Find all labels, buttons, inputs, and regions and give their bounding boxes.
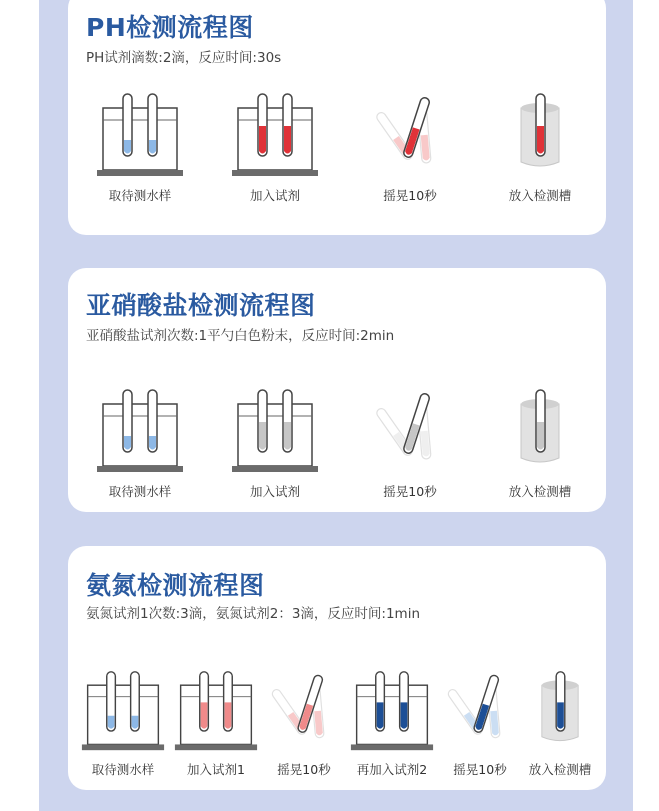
detection-slot-icon	[495, 386, 585, 476]
step-label: 摇晃10秒	[383, 484, 437, 499]
step-label: 加入试剂	[249, 484, 300, 499]
step-take-sample	[80, 90, 200, 203]
step-add-reagent	[215, 386, 335, 499]
beaker-tubes-icon	[95, 90, 185, 180]
card-title: 氨氮检测流程图	[86, 571, 265, 600]
step-label: 摇晃10秒	[453, 762, 507, 777]
step-label: 加入试剂	[249, 188, 300, 203]
step-label: 放入检测槽	[508, 188, 572, 203]
step-label: 再加入试剂2	[356, 762, 428, 777]
card-title: 亚硝酸盐检测流程图	[86, 291, 316, 320]
shaking-tube-icon	[365, 90, 455, 180]
beaker-tubes-icon	[230, 386, 320, 476]
step-detection-slot	[500, 666, 620, 777]
beaker-tubes-icon	[230, 90, 320, 180]
card-subtitle: 氨氮试剂1次数:3滴，氨氮试剂2：3滴，反应时间:1min	[86, 606, 420, 622]
beaker-tubes-icon	[80, 666, 166, 756]
step-label: 加入试剂1	[187, 762, 245, 777]
step-detection-slot	[480, 386, 600, 499]
card-subtitle: PH试剂滴数:2滴，反应时间:30s	[86, 50, 282, 66]
step-label: 摇晃10秒	[383, 188, 437, 203]
step-take-sample	[80, 386, 200, 499]
step-shake	[350, 90, 470, 203]
step-label: 放入检测槽	[508, 484, 572, 499]
card-title: PH检测流程图	[86, 13, 254, 42]
ph-card	[68, 0, 606, 235]
detection-slot-icon	[517, 666, 603, 756]
step-label: 取待测水样	[108, 484, 172, 499]
detection-slot-icon	[495, 90, 585, 180]
nitrite-card	[68, 268, 606, 512]
step-label: 取待测水样	[91, 762, 155, 777]
step-detection-slot	[480, 90, 600, 203]
shaking-tube-icon	[365, 386, 455, 476]
step-label: 取待测水样	[108, 188, 172, 203]
ammonia-card	[68, 546, 606, 790]
step-add-reagent	[215, 90, 335, 203]
beaker-tubes-icon	[95, 386, 185, 476]
step-shake	[350, 386, 470, 499]
step-label: 摇晃10秒	[277, 762, 331, 777]
step-label: 放入检测槽	[528, 762, 592, 777]
card-subtitle: 亚硝酸盐试剂次数:1平勺白色粉末，反应时间:2min	[86, 328, 395, 344]
